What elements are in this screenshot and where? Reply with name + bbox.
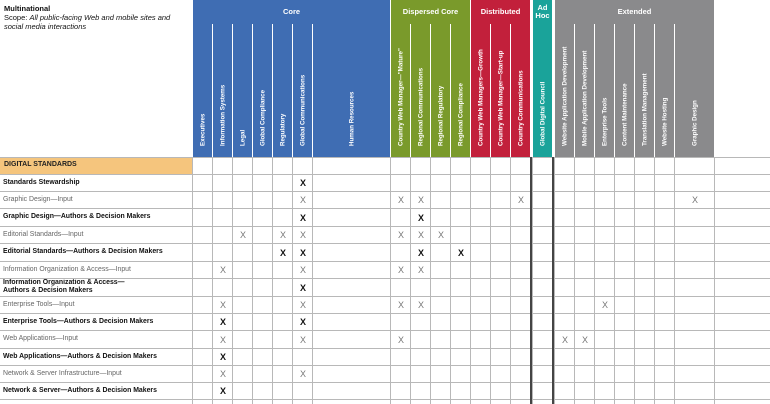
responsibility-mark: X bbox=[417, 300, 424, 310]
column-divider bbox=[232, 157, 233, 404]
responsibility-mark: X bbox=[581, 334, 588, 345]
column-header-label: Regional Compliance bbox=[457, 83, 464, 146]
row-label: Enterprise Tools—Authors & Decision Makers bbox=[3, 318, 154, 325]
column-divider bbox=[410, 157, 411, 404]
column-divider bbox=[614, 157, 615, 404]
row-label: Editorial Standards—Authors & Decision Makers bbox=[3, 248, 163, 255]
responsibility-mark: X bbox=[397, 265, 404, 275]
responsibility-mark: X bbox=[219, 317, 226, 327]
column-header-label: Website Application Development bbox=[561, 46, 568, 146]
responsibility-mark: X bbox=[219, 352, 226, 362]
column-header bbox=[431, 24, 450, 157]
column-header-label: Enterprise Tools bbox=[601, 97, 608, 146]
column-header-label: Human Resources bbox=[348, 91, 355, 146]
responsibility-mark: X bbox=[219, 386, 226, 396]
column-divider bbox=[594, 157, 595, 404]
column-divider bbox=[470, 157, 471, 404]
row-label: Information Organization & Access— Authors & Decision Makers bbox=[3, 279, 125, 294]
column-divider bbox=[192, 157, 193, 404]
group-separator bbox=[552, 157, 554, 404]
responsibility-mark: X bbox=[397, 230, 404, 240]
responsibility-mark: X bbox=[299, 178, 306, 188]
column-divider bbox=[312, 157, 313, 404]
responsibility-mark: X bbox=[299, 212, 306, 223]
column-header-label: Country Web Manager—Start-up bbox=[497, 50, 504, 146]
scope-italic: All public-facing Web and mobile sites and social media interactions bbox=[4, 13, 171, 31]
row-label: Web Applications—Input bbox=[3, 335, 78, 342]
responsibility-mark: X bbox=[561, 334, 568, 345]
column-header bbox=[533, 24, 552, 157]
responsibility-mark: X bbox=[279, 230, 286, 240]
row-label: Network & Server—Authors & Decision Makers bbox=[3, 387, 157, 394]
column-header bbox=[233, 24, 252, 157]
responsibility-mark: X bbox=[417, 230, 424, 240]
column-header bbox=[675, 24, 714, 157]
column-header bbox=[253, 24, 272, 157]
column-header bbox=[575, 24, 594, 157]
responsibility-mark: X bbox=[517, 195, 524, 205]
column-divider bbox=[272, 157, 273, 404]
scope-box bbox=[0, 0, 192, 157]
column-header bbox=[471, 24, 490, 157]
responsibility-mark: X bbox=[239, 230, 246, 240]
column-header-label: Global Communications bbox=[299, 74, 306, 146]
column-header-label: Content Maintenance bbox=[621, 83, 628, 146]
column-divider bbox=[674, 157, 675, 404]
column-divider bbox=[714, 157, 715, 404]
column-header bbox=[491, 24, 510, 157]
group-header-core: Core bbox=[193, 0, 390, 24]
column-header-label: Regulatory bbox=[279, 113, 286, 146]
column-divider bbox=[390, 157, 391, 404]
row-label: Enterprise Tools—Input bbox=[3, 301, 75, 308]
responsibility-mark: X bbox=[417, 195, 424, 205]
column-header-label: Executives bbox=[199, 113, 206, 146]
responsibility-mark: X bbox=[417, 265, 424, 275]
responsibility-mark: X bbox=[299, 300, 306, 310]
column-header bbox=[293, 24, 312, 157]
responsibility-mark: X bbox=[691, 195, 698, 205]
row-label: Graphic Design—Authors & Decision Makers bbox=[3, 213, 151, 220]
column-header-label: Global Compliance bbox=[259, 89, 266, 146]
responsibility-mark: X bbox=[299, 334, 306, 345]
column-divider bbox=[450, 157, 451, 404]
column-divider bbox=[430, 157, 431, 404]
responsibility-mark: X bbox=[279, 247, 286, 258]
column-header-label: Information Systems bbox=[219, 84, 226, 146]
section-header bbox=[0, 157, 192, 174]
column-divider bbox=[574, 157, 575, 404]
responsibility-mark: X bbox=[299, 195, 306, 205]
responsibility-mark: X bbox=[299, 369, 306, 379]
column-header-label: Mobile Application Development bbox=[581, 50, 588, 146]
column-header-label: Global Digital Council bbox=[539, 81, 546, 146]
row-label: Network & Server Infrastructure—Input bbox=[3, 370, 122, 377]
responsibility-mark: X bbox=[299, 317, 306, 327]
responsibility-mark: X bbox=[457, 247, 464, 258]
column-header bbox=[391, 24, 410, 157]
column-header bbox=[451, 24, 470, 157]
column-header bbox=[193, 24, 212, 157]
responsibility-mark: X bbox=[299, 247, 306, 258]
column-divider bbox=[490, 157, 491, 404]
responsibility-mark: X bbox=[397, 300, 404, 310]
responsibility-mark: X bbox=[299, 265, 306, 275]
scope-title: Multinational bbox=[4, 4, 51, 13]
column-header bbox=[411, 24, 430, 157]
column-header-label: Regional Regulatory bbox=[437, 85, 444, 146]
row-label: Standards Stewardship bbox=[3, 179, 80, 186]
responsibility-mark: X bbox=[299, 230, 306, 240]
responsibility-mark: X bbox=[397, 334, 404, 345]
column-header bbox=[273, 24, 292, 157]
column-divider bbox=[634, 157, 635, 404]
column-divider bbox=[252, 157, 253, 404]
column-header bbox=[635, 24, 654, 157]
responsibility-mark: X bbox=[219, 369, 226, 379]
responsibility-mark: X bbox=[417, 247, 424, 258]
responsibility-mark: X bbox=[601, 300, 608, 310]
column-header bbox=[655, 24, 674, 157]
group-header-dispersed: Dispersed Core bbox=[391, 0, 470, 24]
column-header bbox=[595, 24, 614, 157]
scope-text bbox=[4, 13, 184, 31]
group-header-adhoc: Ad Hoc bbox=[533, 0, 552, 24]
responsibility-mark: X bbox=[417, 212, 424, 223]
row-label: Graphic Design—Input bbox=[3, 196, 73, 203]
group-header-distributed: Distributed bbox=[471, 0, 530, 24]
column-header-label: Website Hosting bbox=[661, 97, 668, 146]
column-header bbox=[511, 24, 530, 157]
column-header-label: Regional Communications bbox=[417, 67, 424, 146]
responsibility-mark: X bbox=[397, 195, 404, 205]
column-divider bbox=[212, 157, 213, 404]
group-separator bbox=[530, 157, 532, 404]
scope-prefix: Scope: bbox=[4, 13, 30, 22]
column-divider bbox=[532, 157, 533, 404]
column-header-label: Legal bbox=[239, 129, 246, 146]
section-label: DIGITAL STANDARDS bbox=[4, 161, 77, 168]
group-header-extended: Extended bbox=[555, 0, 714, 24]
column-header bbox=[615, 24, 634, 157]
column-divider bbox=[510, 157, 511, 404]
column-header bbox=[213, 24, 232, 157]
responsibility-mark: X bbox=[437, 230, 444, 240]
column-header bbox=[313, 24, 390, 157]
responsibility-mark: X bbox=[219, 334, 226, 345]
column-header bbox=[555, 24, 574, 157]
column-divider bbox=[554, 157, 555, 404]
row-label: Information Organization & Access—Input bbox=[3, 266, 131, 273]
responsibility-mark: X bbox=[299, 282, 306, 293]
column-header-label: Country Web Manager—"Mature" bbox=[397, 48, 404, 146]
row-label: Editorial Standards—Input bbox=[3, 231, 84, 238]
responsibility-mark: X bbox=[219, 300, 226, 310]
column-header-label: Graphic Design bbox=[691, 100, 698, 146]
column-header-label: Country Communications bbox=[517, 70, 524, 146]
column-header-label: Translation Management bbox=[641, 73, 648, 146]
responsibility-mark: X bbox=[219, 265, 226, 275]
row-label: Web Applications—Authors & Decision Makers bbox=[3, 353, 157, 360]
column-divider bbox=[654, 157, 655, 404]
column-divider bbox=[292, 157, 293, 404]
column-header-label: Country Web Managers—Growth bbox=[477, 49, 484, 146]
